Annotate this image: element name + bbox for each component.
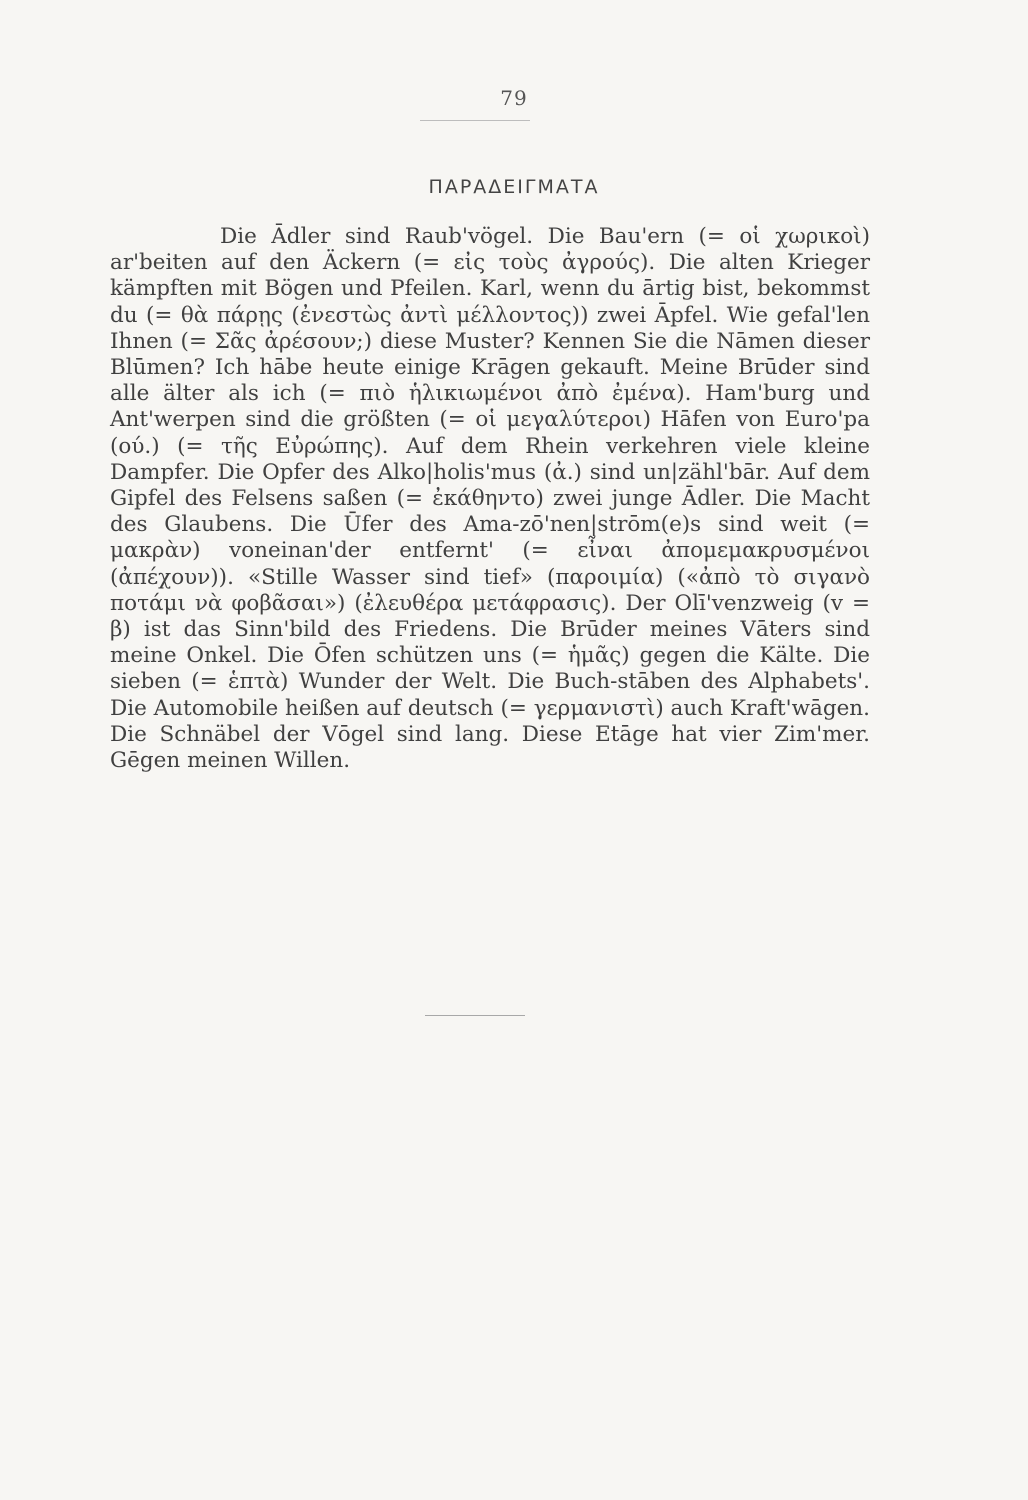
page-number: 79 — [500, 86, 528, 110]
section-heading: ΠΑΡΑΔΕΙΓΜΑΤΑ — [428, 176, 600, 198]
bottom-rule — [425, 1015, 525, 1016]
top-rule — [420, 120, 530, 121]
examples-paragraph: Die Ādler sind Raub'vögel. Die Bau'ern (= οἱ χωρικοὶ) ar'beiten auf den Äckern (= εἰς τοὺς ἀγρούς). Die alten Krieger kämpften mit Bögen und Pfeilen. Karl, wenn du ārtig bist, bekommst du (= θὰ πάρῃς (ἐνεστὼς ἀντὶ μέλλοντος)) zwei Āpfel. Wie gefal'len Ihnen (= Σᾶς ἀρέσουν;) diese Muster? Kennen Sie die Nāmen dieser Blūmen? Ich hābe heute einige Krāgen gekauft. Meine Brūder sind alle älter als ich (= πιὸ ἡλικιωμένοι ἀπὸ ἐμένα). Ham'burg und Ant'werpen sind die größten (= οἱ μεγαλύτεροι) Hāfen von Euro'pa (ού.) (= τῆς Εὐρώπης). Auf dem Rhein verkehren viele kleine Dampfer. Die Opfer des Alko|holis'mus (ἀ.) sind un|zähl'bār. Auf dem Gipfel des Felsens saßen (= ἐκάθηντο) zwei junge Ādler. Die Macht des Glaubens. Die Ūfer des Ama-zō'nen|strōm(e)s sind weit (= μακρὰν) voneinan'der entfernt' (= εἶναι ἀπομεμακρυσμένοι (ἀπέχουν)). «Stille Wasser sind tief» (παροιμία) («ἀπὸ τὸ σιγανὸ ποτάμι νὰ φοβᾶσαι») (ἐλευθέρα μετάφρασις). Der Olī'venzweig (v = β) ist das Sinn'bild des Friedens. Die Brūder meines Vāters sind meine Onkel. Die Ōfen schützen uns (= ἡμᾶς) gegen die Kälte. Die sieben (= ἑπτὰ) Wunder der Welt. Die Buch-stāben des Alphabets'. Die Automobile heißen auf deutsch (= γερμανιστὶ) auch Kraft'wāgen. Die Schnäbel der Vōgel sind lang. Diese Etāge hat vier Zim'mer. Gēgen meinen Willen. — [110, 224, 870, 774]
